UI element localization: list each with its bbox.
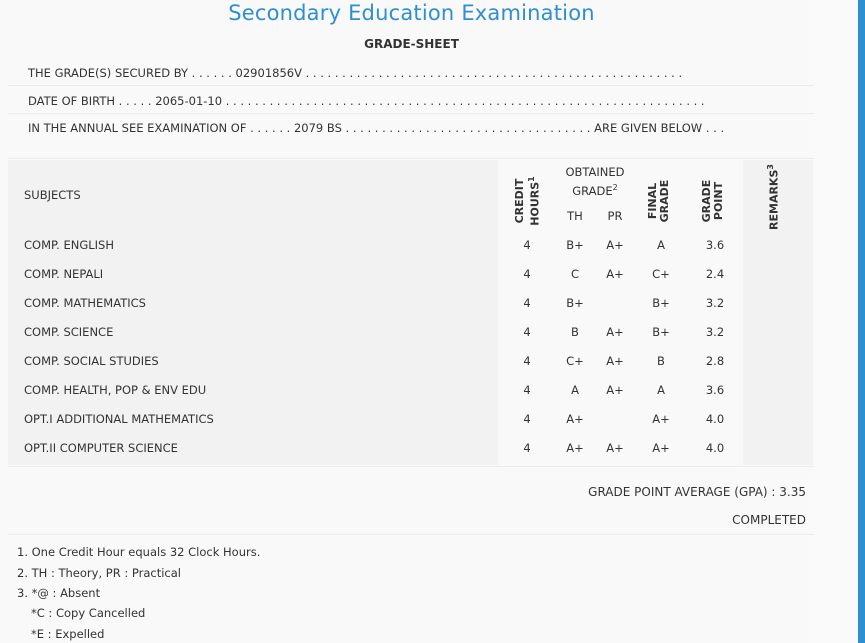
- page-subtitle: GRADE-SHEET: [364, 37, 459, 51]
- header-final-grade: [647, 172, 671, 230]
- footnote-3-expelled: *E : Expelled: [31, 627, 105, 641]
- table-row: [0, 347, 815, 376]
- cell-remarks: [750, 347, 810, 376]
- exam-line: [28, 121, 724, 135]
- page-title: Secondary Education Examination: [228, 1, 595, 25]
- header-credit-hours: [513, 172, 542, 230]
- cell-grade-point: 4.0: [705, 441, 725, 455]
- table-bottom-border: [8, 466, 814, 467]
- cell-th-grade: B+: [566, 238, 584, 252]
- cell-grade-point: 3.6: [705, 238, 725, 252]
- cell-final-grade: A: [657, 383, 665, 397]
- table-row: [0, 231, 815, 260]
- dob-label: DATE OF BIRTH . . . . .: [28, 94, 152, 108]
- cell-th-grade: A+: [566, 412, 584, 426]
- cell-credit-hours: 4: [523, 383, 531, 397]
- cell-grade-point: 2.8: [705, 354, 725, 368]
- page-gutter: [815, 0, 858, 643]
- secured-by-line: [28, 66, 682, 80]
- header-credit-line1: CREDIT: [513, 178, 526, 224]
- cell-subject: OPT.I ADDITIONAL MATHEMATICS: [24, 412, 214, 426]
- cell-final-grade: C+: [652, 267, 670, 281]
- cell-grade-point: 2.4: [705, 267, 725, 281]
- table-row: [0, 434, 815, 463]
- cell-grade-point: 3.2: [705, 325, 725, 339]
- cell-final-grade: B+: [652, 296, 670, 310]
- cell-remarks: [750, 405, 810, 434]
- table-row: [0, 405, 815, 434]
- exam-tail: . . . . . . . . . . . . . . . . . . . . . . . . . . . . . . . . . . ARE GIVEN BELOW . . .: [345, 121, 725, 135]
- cell-pr-grade: A+: [606, 325, 624, 339]
- cell-credit-hours: 4: [523, 325, 531, 339]
- dob-value: 2065-01-10: [155, 94, 223, 108]
- cell-th-grade: B+: [566, 296, 584, 310]
- header-obtained-text: GRADE: [572, 183, 613, 198]
- result-status: COMPLETED: [732, 513, 806, 527]
- header-obtained-sup: 2: [612, 183, 618, 192]
- cell-th-grade: A+: [566, 441, 584, 455]
- cell-subject: COMP. NEPALI: [24, 267, 104, 281]
- header-remarks: [765, 157, 779, 237]
- secured-by-tail: . . . . . . . . . . . . . . . . . . . . . . . . . . . . . . . . . . . . . . . . . . . . . . . . . . . .: [305, 66, 683, 80]
- table-top-border: [8, 158, 814, 159]
- cell-pr-grade: [600, 405, 630, 434]
- cell-credit-hours: 4: [523, 412, 531, 426]
- cell-final-grade: B+: [652, 325, 670, 339]
- secured-by-label: THE GRADE(S) SECURED BY . . . . . .: [28, 66, 232, 80]
- cell-remarks: [750, 231, 810, 260]
- cell-final-grade: A: [657, 238, 665, 252]
- cell-credit-hours: 4: [523, 354, 531, 368]
- header-final-line2: GRADE: [658, 179, 671, 223]
- dob-line: [28, 94, 705, 108]
- header-remarks-text: REMARKS: [767, 169, 781, 230]
- secured-by-value: 02901856V: [235, 66, 302, 80]
- cell-pr-grade: [600, 289, 630, 318]
- header-final-line1: FINAL: [646, 182, 659, 220]
- cell-pr-grade: A+: [606, 238, 624, 252]
- table-row: [0, 376, 815, 405]
- cell-th-grade: B: [571, 325, 579, 339]
- cell-final-grade: A+: [652, 441, 670, 455]
- divider: [8, 113, 814, 114]
- header-pr: PR: [607, 209, 623, 223]
- header-grade-point: [701, 172, 725, 230]
- cell-grade-point: 3.6: [705, 383, 725, 397]
- exam-label: IN THE ANNUAL SEE EXAMINATION OF . . . . . .: [28, 121, 291, 135]
- cell-remarks: [750, 434, 810, 463]
- exam-value: 2079 BS: [293, 121, 342, 135]
- cell-subject: COMP. MATHEMATICS: [24, 296, 146, 310]
- cell-remarks: [750, 318, 810, 347]
- footnote-1: 1. One Credit Hour equals 32 Clock Hours.: [17, 545, 261, 559]
- cell-grade-point: 3.2: [705, 296, 725, 310]
- header-credit-line2: [526, 172, 542, 230]
- cell-pr-grade: A+: [606, 354, 624, 368]
- cell-subject: OPT.II COMPUTER SCIENCE: [24, 441, 178, 455]
- dob-tail: . . . . . . . . . . . . . . . . . . . . . . . . . . . . . . . . . . . . . . . . . . . . . . . . . . . . . . . . . . . . . . . . . .: [225, 94, 705, 108]
- cell-final-grade: A+: [652, 412, 670, 426]
- footnote-3: 3. *@ : Absent: [17, 586, 101, 600]
- header-credit-sup: 1: [527, 176, 536, 182]
- cell-remarks: [750, 289, 810, 318]
- header-credit-text: HOURS: [528, 181, 542, 226]
- header-obtained-line2: [560, 180, 630, 199]
- cell-credit-hours: 4: [523, 441, 531, 455]
- cell-th-grade: C+: [566, 354, 584, 368]
- table-row: [0, 260, 815, 289]
- header-th: TH: [567, 209, 583, 223]
- cell-subject: COMP. SOCIAL STUDIES: [24, 354, 159, 368]
- table-row: [0, 289, 815, 318]
- header-obtained-line1: OBTAINED: [565, 165, 625, 179]
- header-remarks-sup: 3: [766, 164, 775, 170]
- cell-final-grade: B: [657, 354, 665, 368]
- cell-th-grade: A: [571, 383, 579, 397]
- cell-remarks: [750, 260, 810, 289]
- scroll-edge: [858, 0, 865, 643]
- cell-subject: COMP. ENGLISH: [24, 238, 114, 252]
- table-row: [0, 318, 815, 347]
- cell-th-grade: C: [570, 267, 580, 281]
- cell-remarks: [750, 376, 810, 405]
- divider: [8, 85, 814, 86]
- cell-pr-grade: A+: [606, 267, 624, 281]
- gpa-value: GRADE POINT AVERAGE (GPA) : 3.35: [588, 485, 806, 499]
- divider: [8, 534, 814, 535]
- header-gp-line2: POINT: [712, 181, 725, 221]
- cell-pr-grade: A+: [606, 441, 624, 455]
- footnote-3-copy-cancelled: *C : Copy Cancelled: [31, 606, 146, 620]
- cell-credit-hours: 4: [523, 296, 531, 310]
- header-obtained-grade: [560, 164, 630, 199]
- cell-pr-grade: A+: [606, 383, 624, 397]
- header-subjects: SUBJECTS: [24, 188, 81, 202]
- footnote-2: 2. TH : Theory, PR : Practical: [17, 566, 181, 580]
- cell-grade-point: 4.0: [705, 412, 725, 426]
- header-gp-line1: GRADE: [700, 179, 713, 223]
- cell-credit-hours: 4: [523, 238, 531, 252]
- cell-credit-hours: 4: [523, 267, 531, 281]
- cell-subject: COMP. HEALTH, POP & ENV EDU: [24, 383, 207, 397]
- cell-subject: COMP. SCIENCE: [24, 325, 114, 339]
